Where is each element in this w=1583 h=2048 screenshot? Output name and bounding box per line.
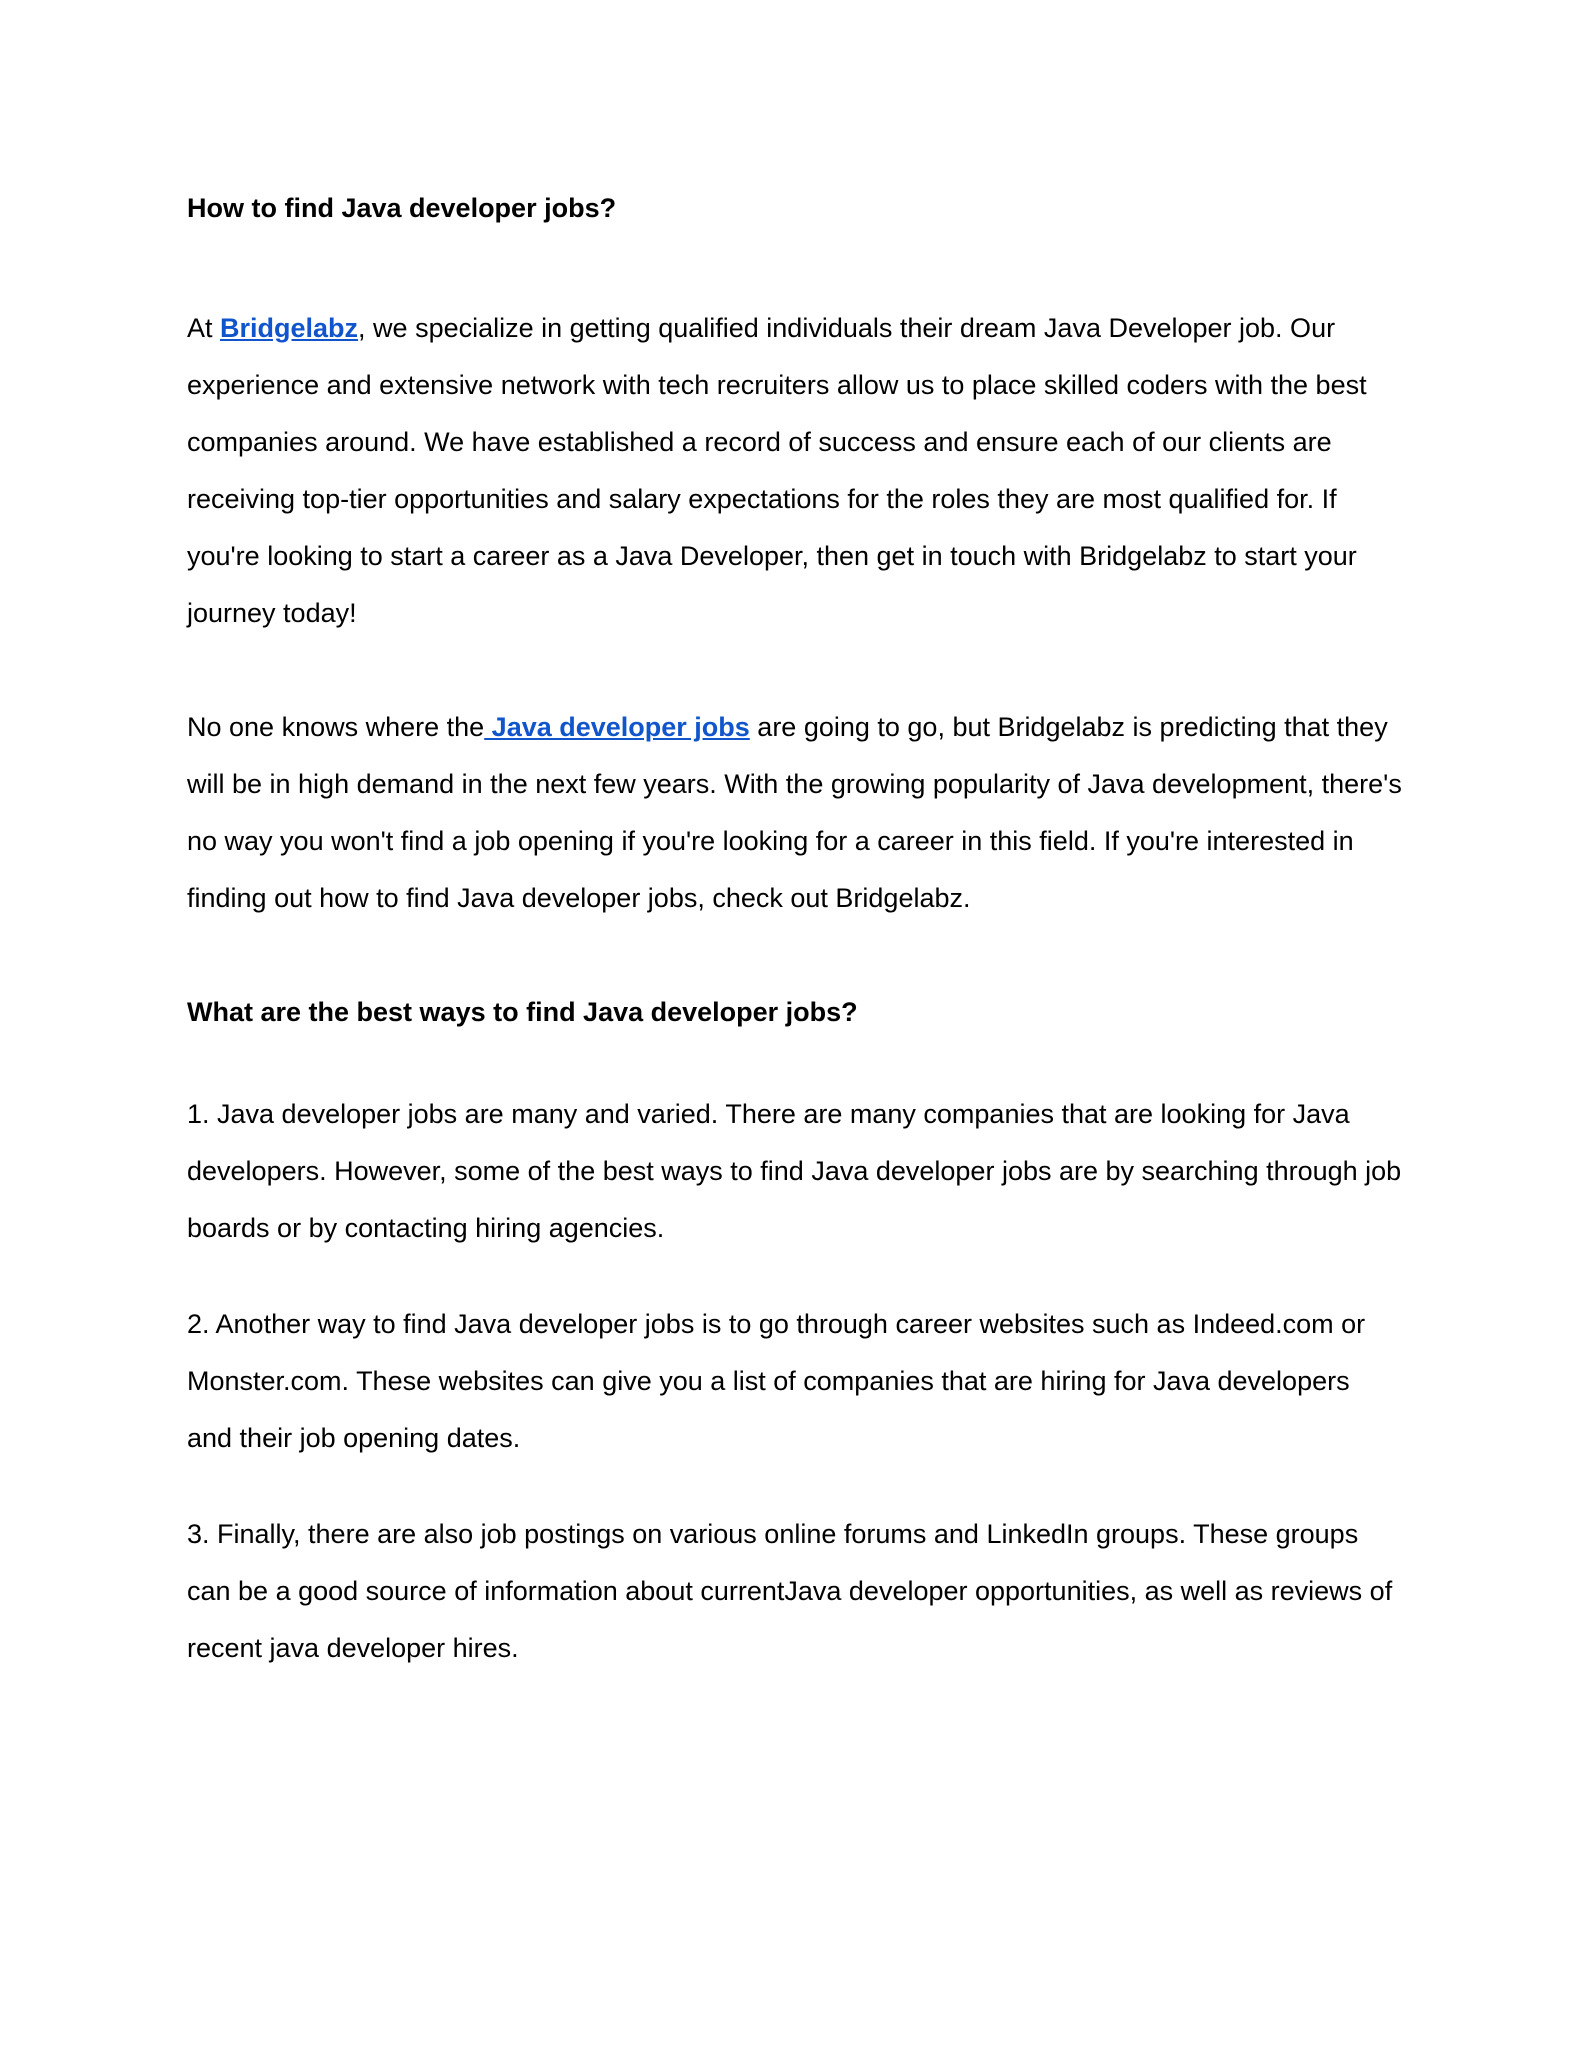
section-heading: What are the best ways to find Java developer jobs? (187, 997, 858, 1027)
list-item: 3. Finally, there are also job postings on various online forums and LinkedIn groups. These groups can be a good source of information about currentJava developer opportunities, as well as reviews of recent java developer hires. (187, 1519, 1393, 1663)
intro-suffix: , we specialize in getting qualified individuals their dream Java Developer job. Our experience and extensive network with tech recruiters allow us to place skilled coders with the best companies around. We have established a record of success and ensure each of our clients are receiving top-tier opportunities and salary expectations for the roles they are most qualified for. If you're looking to start a career as a Java Developer, then get in touch with Bridgelabz to start your journey today! (187, 313, 1367, 628)
page-heading: How to find Java developer jobs? (187, 193, 617, 223)
bridgelabz-link[interactable]: Bridgelabz (220, 313, 359, 343)
demand-prefix: No one knows where the (187, 712, 485, 742)
java-developer-jobs-link[interactable]: Java developer jobs (484, 712, 750, 742)
demand-suffix: are going to go, but Bridgelabz is predicting that they will be in high demand in the next few years. With the growing popularity of Java development, there's no way you won't find a job opening if you're looking for a career in this field. If you're interested in finding out how to find Java developer jobs, check out Bridgelabz. (187, 712, 1402, 913)
demand-paragraph (187, 699, 1402, 927)
document-page (187, 188, 1402, 1677)
list-item: 2. Another way to find Java developer jobs is to go through career websites such as Indeed.com or Monster.com. These websites can give you a list of companies that are hiring for Java developers and their job opening dates. (187, 1309, 1366, 1453)
intro-paragraph (187, 300, 1402, 642)
intro-prefix: At (187, 313, 221, 343)
list-item: 1. Java developer jobs are many and varied. There are many companies that are looking for Java developers. However, some of the best ways to find Java developer jobs are by searching through job boards or by contacting hiring agencies. (187, 1099, 1402, 1243)
